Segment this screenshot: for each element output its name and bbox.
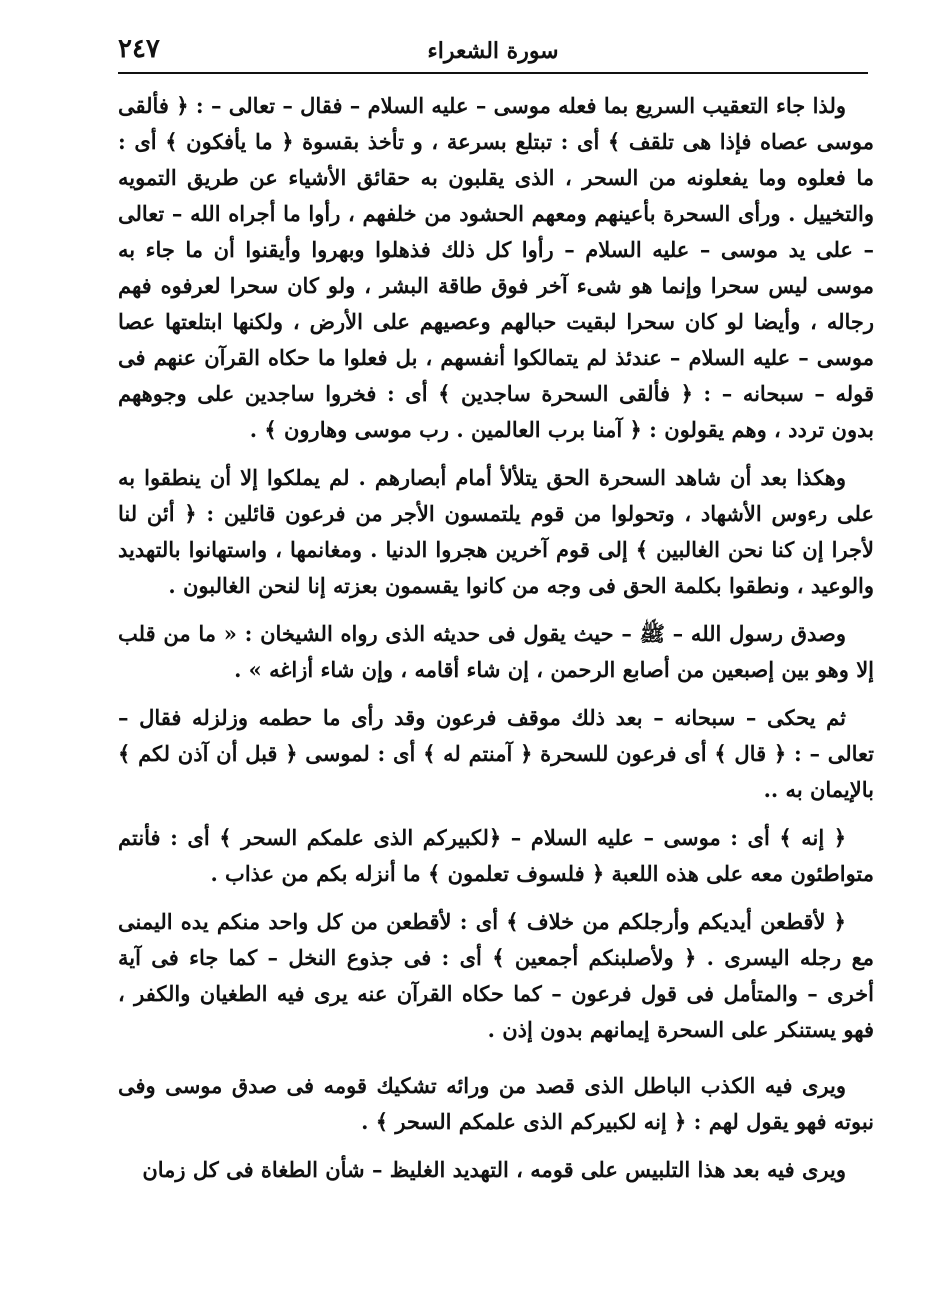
paragraph-5: ﴿ إنه ﴾ أى : موسى – عليه السلام – ﴿لكبيركم الذى علمكم السحر ﴾ أى : فأنتم متواطئون معه على هذه اللعبة ﴿ فلسوف تعلمون ﴾ ما أنزله بكم من عذاب . <box>118 825 874 886</box>
page-number: ٢٤٧ <box>118 34 160 64</box>
paragraph-4: ثم يحكى – سبحانه – بعد ذلك موقف فرعون وقد رأى ما حطمه وزلزله فقال – تعالى – : ﴿ قال ﴾ أى فرعون للسحرة ﴿ آمنتم له ﴾ أى : لموسى ﴿ قبل أن آذن لكم ﴾ بالإيمان به .. <box>118 705 874 802</box>
paragraph-1: ولذا جاء التعقيب السريع بما فعله موسى – عليه السلام – فقال – تعالى – : ﴿ فألقى موسى عصاه فإذا هى تلقف ﴾ أى : تبتلع بسرعة ، و تأخذ بقسوة ﴿ ما يأفكون ﴾ أى : ما فعلوه وما يفعلونه من السحر ، الذى يقلبون به حقائق الأشياء عن طريق التمويه والتخييل . ورأى السحرة بأعينهم ومعهم الحشود من خلفهم ، رأوا ما أجراه الله – تعالى – على يد موسى – عليه السلام – رأوا كل ذلك فذهلوا وبهروا وأيقنوا أن ما جاء به موسى ليس سحرا وإنما هو شىء آخر فوق طاقة البشر ، ولو كان سحرا لعرفوه فهم رجاله ، وأيضا لو كان سحرا لبقيت حبالهم وعصيهم على الأرض ، ولكنها ابتلعتها عصا موسى – عليه السلام – عندئذ لم يتمالكوا أنفسهم ، بل فعلوا ما حكاه القرآن عنهم فى قوله – سبحانه – : ﴿ فألقى السحرة ساجدين ﴾ أى : فخروا ساجدين على وجوههم بدون تردد ، وهم يقولون : ﴿ آمنا برب العالمين . رب موسى وهارون ﴾ . <box>118 93 874 442</box>
paragraph-6: ﴿ لأقطعن أيديكم وأرجلكم من خلاف ﴾ أى : لأقطعن من كل واحد منكم يده اليمنى مع رجله اليسرى . ﴿ ولأصلبنكم أجمعين ﴾ أى : فى جذوع النخل – كما جاء فى آية أخرى – والمتأمل فى قول فرعون – كما حكاه القرآن عنه يرى فيه الطغيان والكفر ، فهو يستنكر على السحرة إيمانهم بدون إذن . <box>118 909 874 1042</box>
page-header <box>118 28 868 74</box>
running-title: سورة الشعراء <box>427 38 559 64</box>
paragraph-2: وهكذا بعد أن شاهد السحرة الحق يتلألأ أمام أبصارهم . لم يملكوا إلا أن ينطقوا به على رءوس الأشهاد ، وتحولوا من قوم يلتمسون الأجر من فرعون قائلين : ﴿ أئن لنا لأجرا إن كنا نحن الغالبين ﴾ إلى قوم آخرين هجروا الدنيا . ومغانمها ، واستهانوا بالتهديد والوعيد ، ونطقوا بكلمة الحق فى وجه من كانوا يقسمون بعزته إنا لنحن الغالبون . <box>118 465 874 598</box>
paragraph-7: ويرى فيه الكذب الباطل الذى قصد من ورائه تشكيك قومه فى صدق موسى وفى نبوته فهو يقول لهم : ﴿ إنه لكبيركم الذى علمكم السحر ﴾ . <box>118 1073 874 1134</box>
paragraph-3: وصدق رسول الله – ﷺ – حيث يقول فى حديثه الذى رواه الشيخان : « ما من قلب إلا وهو بين إصبعين من أصابع الرحمن ، إن شاء أقامه ، وإن شاء أزاغه » . <box>118 621 874 682</box>
paragraph-8: ويرى فيه بعد هذا التلبيس على قومه ، التهديد الغليظ – شأن الطغاة فى كل زمان <box>142 1157 846 1182</box>
body-text <box>118 88 874 1198</box>
